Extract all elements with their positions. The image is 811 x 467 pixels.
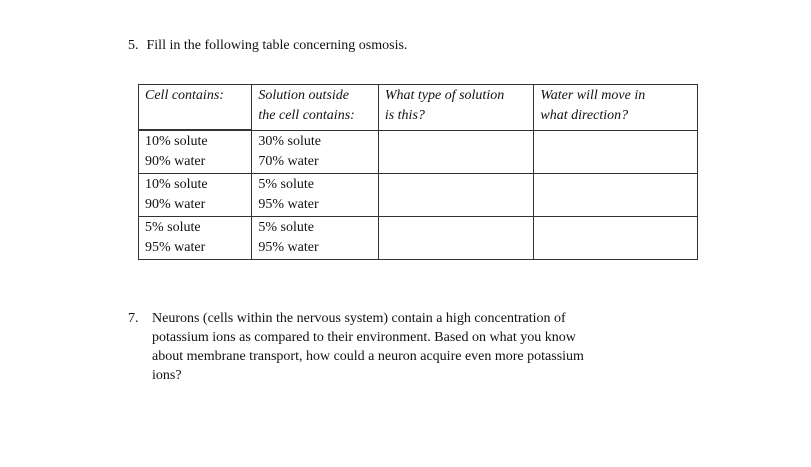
header-cell-contains bbox=[139, 85, 252, 131]
answer-solution-type[interactable] bbox=[378, 130, 534, 174]
header-water-direction-line-1: Water will move in bbox=[540, 88, 646, 103]
cell-contains bbox=[139, 130, 252, 174]
cell-water: 95% water bbox=[145, 240, 206, 255]
cell-solute: 5% solute bbox=[145, 220, 201, 235]
header-solution-outside-line-1: Solution outside bbox=[258, 88, 350, 103]
question-7 bbox=[128, 309, 668, 385]
table-row bbox=[139, 217, 698, 260]
cell-contains bbox=[139, 217, 252, 260]
header-water-direction bbox=[534, 85, 698, 131]
question-7-line-4: ions? bbox=[152, 368, 182, 383]
question-5-text: Fill in the following table concerning osmosis. bbox=[146, 38, 408, 53]
header-solution-outside bbox=[252, 85, 378, 131]
answer-water-direction[interactable] bbox=[534, 217, 698, 260]
outside-water: 95% water bbox=[258, 197, 319, 212]
outside-water: 95% water bbox=[258, 240, 319, 255]
answer-solution-type[interactable] bbox=[378, 174, 534, 217]
header-solution-outside-line-2: the cell contains: bbox=[258, 108, 355, 123]
question-7-number: 7. bbox=[128, 311, 139, 326]
outside-solute: 5% solute bbox=[258, 220, 314, 235]
solution-outside bbox=[252, 174, 378, 217]
solution-outside bbox=[252, 217, 378, 260]
answer-water-direction[interactable] bbox=[534, 174, 698, 217]
question-7-line-3: about membrane transport, how could a neuron acquire even more potassium bbox=[152, 349, 584, 364]
osmosis-table bbox=[138, 84, 698, 260]
cell-solute: 10% solute bbox=[145, 177, 208, 192]
cell-solute: 10% solute bbox=[145, 134, 208, 149]
table-row bbox=[139, 174, 698, 217]
question-5-number: 5. bbox=[128, 38, 139, 53]
solution-outside bbox=[252, 130, 378, 174]
cell-water: 90% water bbox=[145, 197, 206, 212]
header-water-direction-line-2: what direction? bbox=[540, 108, 629, 123]
header-cell-contains-line-1: Cell contains: bbox=[145, 88, 224, 103]
header-solution-type-line-2: is this? bbox=[384, 108, 425, 123]
outside-solute: 30% solute bbox=[258, 133, 321, 149]
cell-water: 90% water bbox=[145, 154, 206, 169]
answer-solution-type[interactable] bbox=[378, 217, 534, 260]
table-row bbox=[139, 130, 698, 174]
table-header-row bbox=[139, 85, 698, 131]
question-5 bbox=[128, 38, 407, 54]
outside-water: 70% water bbox=[258, 153, 319, 169]
cell-contains bbox=[139, 174, 252, 217]
question-7-text bbox=[152, 309, 668, 385]
header-solution-type-line-1: What type of solution bbox=[384, 88, 505, 103]
header-solution-type bbox=[378, 85, 534, 131]
answer-water-direction[interactable] bbox=[534, 130, 698, 174]
question-7-line-2: potassium ions as compared to their environment. Based on what you know bbox=[152, 330, 576, 345]
question-7-line-1: Neurons (cells within the nervous system) contain a high concentration of bbox=[152, 311, 566, 326]
outside-solute: 5% solute bbox=[258, 177, 314, 192]
